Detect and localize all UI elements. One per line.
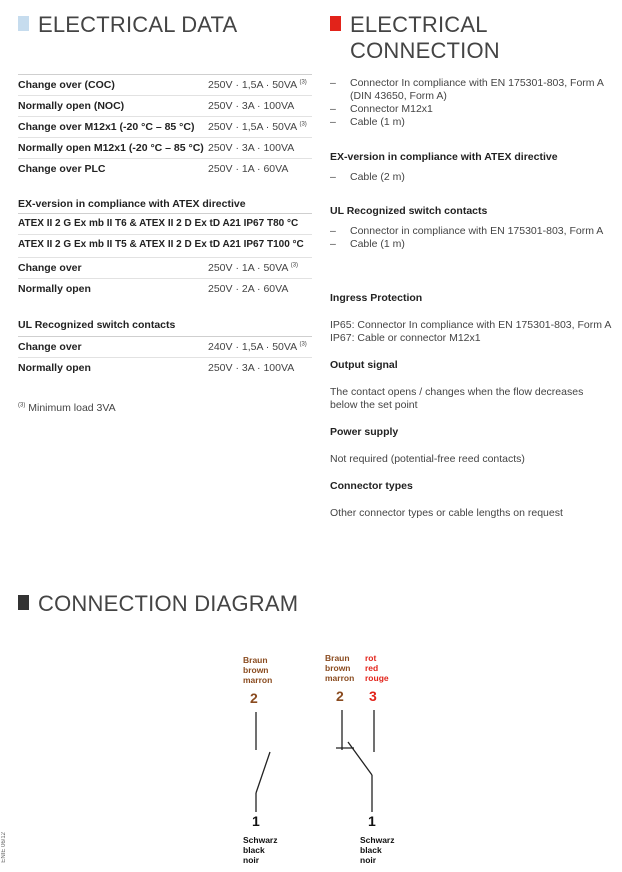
table-row: Normally open (NOC) 250V · 3A · 100VA (18, 95, 312, 116)
co-terminal-2: 2 (336, 688, 344, 704)
no-black-label: Schwarz black noir (243, 835, 278, 865)
side-code: ENIE 06/12 (1, 832, 7, 863)
table-row: Change over 250V · 1A · 50VA $^{(3)}$ (18, 257, 312, 278)
list-item: (DIN 43650, Form A) (350, 90, 447, 102)
table-row: ATEX II 2 G Ex mb II T6 & ATEX II 2 D Ex tD A21 IP67 T80 °C (18, 213, 312, 234)
ingress-text: IP65: Connector In compliance with EN 175301-803, Form A IP67: Cable or connector M12x1 (330, 319, 612, 344)
section-square-icon (330, 16, 341, 31)
co-switch-blade (348, 742, 372, 775)
co-terminal-3: 3 (369, 688, 377, 704)
no-terminal-2: 2 (250, 690, 258, 706)
connection-diagram-title: CONNECTION DIAGRAM (38, 591, 299, 616)
output-text: The contact opens / changes when the flow decreases below the set point (330, 386, 584, 411)
output-heading: Output signal (330, 359, 398, 371)
list-item: – Cable (1 m) (330, 238, 405, 250)
table-row: Change over PLC 250V · 1A · 60VA (18, 158, 312, 179)
list-item: – Cable (1 m) (330, 116, 405, 128)
ex-heading: EX-version in compliance with ATEX directive (18, 198, 246, 210)
ul-heading: UL Recognized switch contacts (18, 319, 176, 331)
connection-ex-heading: EX-version in compliance with ATEX directive (330, 151, 558, 163)
connection-list (330, 77, 615, 129)
co-black-label: Schwarz black noir (360, 835, 395, 865)
connector-text: Other connector types or cable lengths on request (330, 507, 563, 519)
no-terminal-1: 1 (252, 813, 260, 829)
ingress-heading: Ingress Protection (330, 292, 423, 304)
co-red-label: rot red rouge (365, 653, 389, 683)
list-item: – Cable (2 m) (330, 171, 405, 183)
electrical-data-title: ELECTRICAL DATA (38, 12, 238, 37)
table-row: Change over M12x1 (-20 °C – 85 °C) 250V · 1,5A · 50VA $^{(3)}$ (18, 116, 312, 137)
co-terminal-1: 1 (368, 813, 376, 829)
connector-heading: Connector types (330, 480, 413, 492)
co-brown-label: Braun brown marron (325, 653, 355, 683)
no-brown-label: Braun brown marron (243, 655, 273, 685)
power-text: Not required (potential-free reed contacts) (330, 453, 525, 465)
table-row: Normally open 250V · 2A · 60VA (18, 278, 312, 299)
no-switch-blade (256, 752, 270, 793)
power-heading: Power supply (330, 426, 399, 438)
table-row: Change over (COC) 250V · 1,5A · 50VA $^{(3)}$ (18, 74, 312, 95)
list-item: – Connector In compliance with EN 175301-803, Form A (330, 77, 604, 89)
connection-ul-heading: UL Recognized switch contacts (330, 205, 488, 217)
list-item: – Connector in compliance with EN 175301-803, Form A (330, 225, 604, 237)
table-row: ATEX II 2 G Ex mb II T5 & ATEX II 2 D Ex tD A21 IP67 T100 °C (18, 234, 312, 255)
footnote: $^{(3)}$ Minimum load 3VA (18, 402, 116, 414)
section-square-icon (18, 595, 29, 610)
section-square-icon (18, 16, 29, 31)
list-item: – Connector M12x1 (330, 103, 433, 115)
table-row: Normally open M12x1 (-20 °C – 85 °C) 250V · 3A · 100VA (18, 137, 312, 158)
connection-ex-list (330, 171, 615, 184)
table-row: Change over 240V · 1,5A · 50VA $^{(3)}$ (18, 336, 312, 357)
electrical-connection-title: ELECTRICAL CONNECTION (350, 12, 500, 63)
connection-ul-list (330, 225, 615, 251)
table-row: Normally open 250V · 3A · 100VA (18, 357, 312, 378)
